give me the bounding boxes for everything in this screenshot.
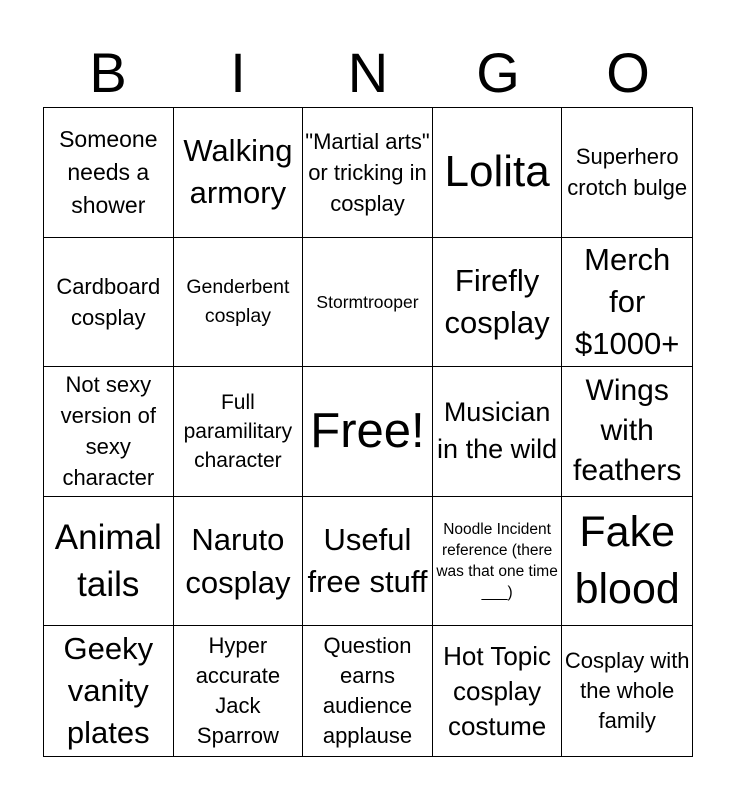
bingo-header: [43, 40, 693, 106]
cell-text: Not sexy version of sexy character: [60, 372, 156, 491]
cell-text: Full paramilitary character: [183, 390, 293, 472]
header-letter-b: B: [89, 41, 127, 104]
bingo-cell[interactable]: [562, 108, 692, 238]
cell-text: Firefly cosplay: [444, 262, 550, 340]
cell-text: Free!: [310, 404, 425, 459]
cell-text: Stormtrooper: [316, 291, 419, 312]
bingo-cell[interactable]: [433, 497, 563, 627]
cell-text: Useful free stuff: [307, 522, 428, 600]
bingo-cell[interactable]: [174, 497, 304, 627]
cell-text: Musician in the wild: [437, 397, 558, 465]
bingo-cell[interactable]: [44, 108, 174, 238]
header-letter-i: I: [230, 41, 246, 104]
cell-text: Genderbent cosplay: [186, 275, 290, 327]
bingo-cell[interactable]: [174, 626, 304, 756]
cell-text: Question earns audience applause: [322, 633, 413, 749]
bingo-cell[interactable]: [562, 367, 692, 497]
bingo-cell[interactable]: [433, 367, 563, 497]
bingo-cell[interactable]: [433, 238, 563, 368]
bingo-cell[interactable]: [303, 367, 433, 497]
cell-text: Superhero crotch bulge: [567, 144, 688, 201]
bingo-cell[interactable]: [303, 497, 433, 627]
cell-text: "Martial arts" or tricking in cosplay: [305, 128, 430, 216]
bingo-cell[interactable]: [44, 497, 174, 627]
cell-text: Hot Topic cosplay costume: [443, 640, 552, 741]
cell-text: Walking armory: [183, 133, 293, 211]
bingo-cell[interactable]: [433, 626, 563, 756]
cell-text: Geeky vanity plates: [63, 631, 154, 751]
cell-text: Someone needs a shower: [59, 125, 158, 218]
bingo-cell[interactable]: [174, 108, 304, 238]
bingo-cell[interactable]: [44, 367, 174, 497]
bingo-cell[interactable]: [562, 497, 692, 627]
bingo-cell[interactable]: [44, 626, 174, 756]
cell-text: Cardboard cosplay: [56, 273, 161, 330]
cell-text: Cosplay with the whole family: [564, 648, 690, 734]
cell-text: Fake blood: [574, 508, 680, 614]
cell-text: Animal tails: [54, 518, 162, 605]
bingo-cell[interactable]: [433, 108, 563, 238]
bingo-board: [43, 107, 693, 757]
header-letter-g: G: [476, 41, 520, 104]
bingo-cell[interactable]: [174, 367, 304, 497]
cell-text: Hyper accurate Jack Sparrow: [195, 633, 281, 749]
bingo-cell[interactable]: [303, 238, 433, 368]
cell-text: Naruto cosplay: [185, 522, 291, 601]
cell-text: Noodle Incident reference (there was that one time ___): [436, 521, 558, 602]
bingo-cell[interactable]: [303, 108, 433, 238]
header-letter-o: O: [606, 41, 650, 104]
bingo-cell[interactable]: [562, 626, 692, 756]
cell-text: Wings with feathers: [572, 374, 682, 488]
bingo-cell[interactable]: [562, 238, 692, 368]
bingo-cell[interactable]: [44, 238, 174, 368]
cell-text: Lolita: [444, 147, 550, 197]
header-letter-n: N: [347, 41, 389, 104]
bingo-cell[interactable]: [303, 626, 433, 756]
bingo-cell[interactable]: [174, 238, 304, 368]
cell-text: Merch for $1000+: [575, 241, 680, 361]
